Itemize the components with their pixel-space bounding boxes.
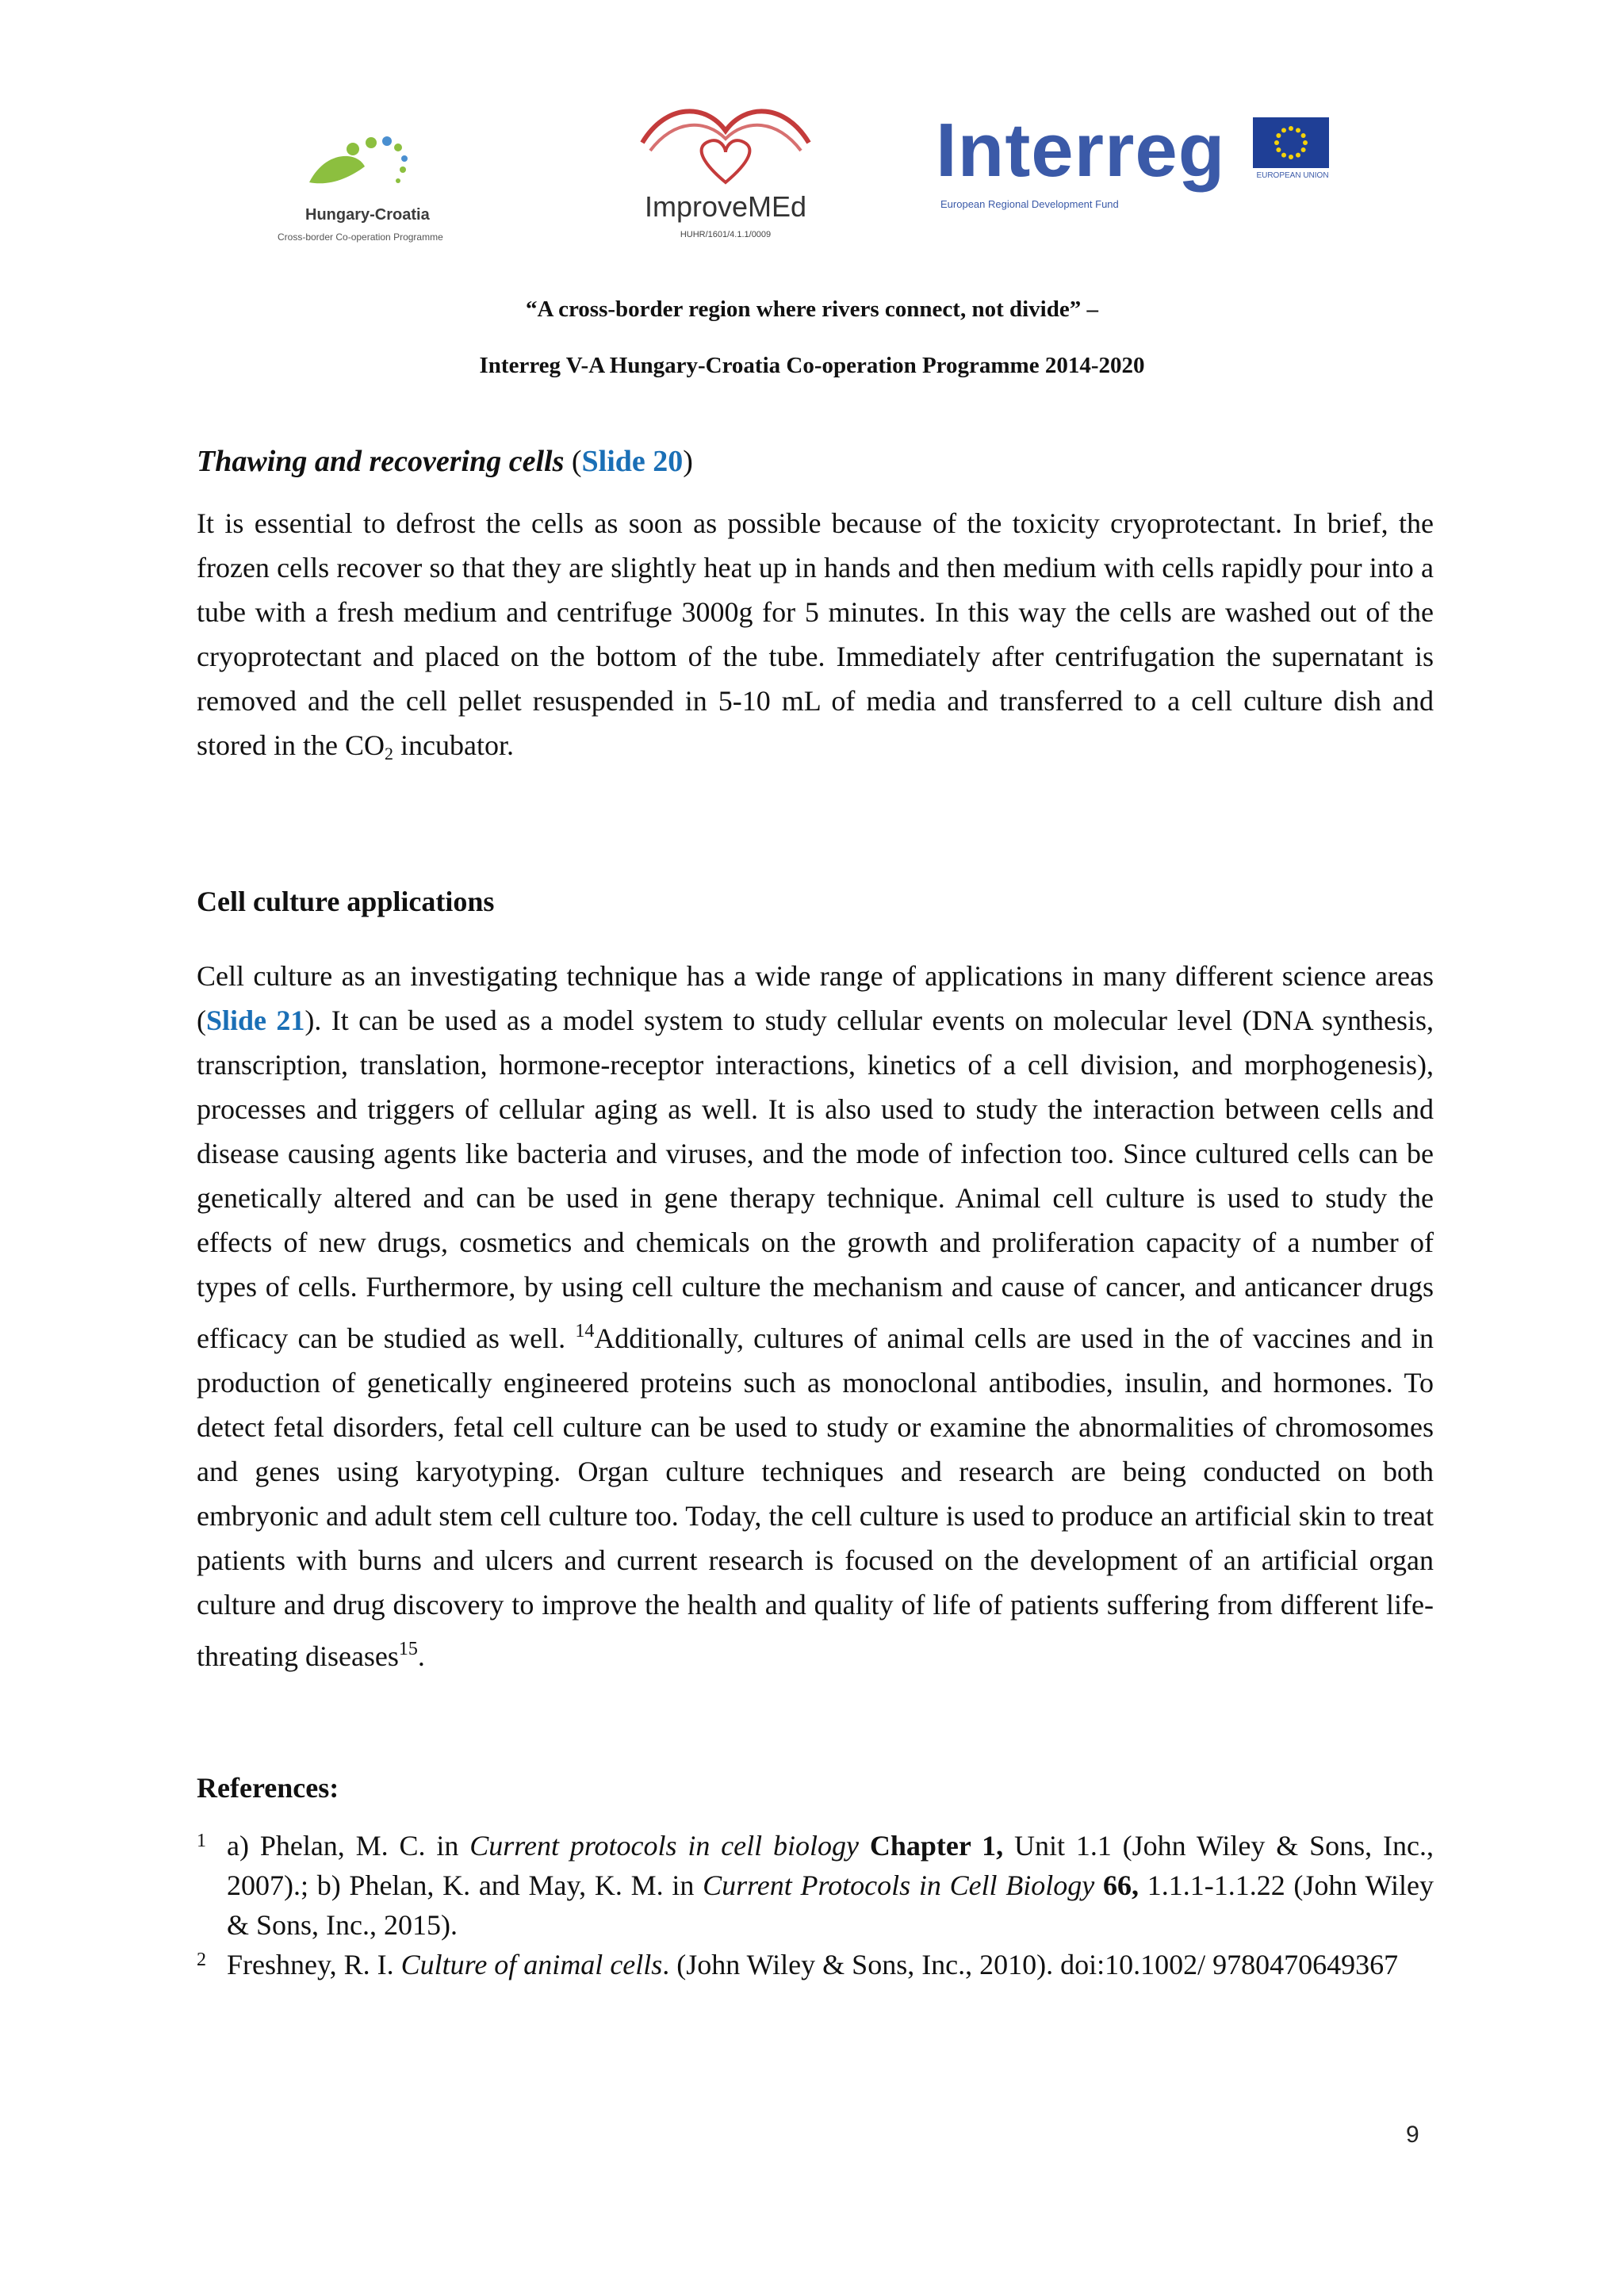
hungary-croatia-name: Hungary-Croatia: [305, 206, 430, 224]
paren-open: (: [564, 445, 582, 478]
ref-volume: 66,: [1102, 1869, 1139, 1901]
reference-number: 2: [197, 1950, 206, 1970]
ref-text: [859, 1830, 870, 1862]
improvemed-logo: [626, 95, 825, 254]
heart-hands-icon: [626, 95, 825, 190]
ref-title: Culture of animal cells: [400, 1949, 663, 1980]
applications-paragraph: [197, 954, 1434, 1678]
applications-text-3: Additionally, cultures of animal cells are used in the of vaccines and in production of genetically engineered proteins such as monoclonal antibodies, insulin, and hormones. To detect fetal disorders, fetal cell culture can be used to study or examine the abnormalities of chromosomes and genes using karyotyping. Organ culture techniques and research are being conducted on both embryonic and adult stem cell culture too. Today, the cell culture is used to produce an artificial skin to treat patients with burns and ulcers and current research is focused on the development of an artificial organ culture and drug discovery to improve the health and quality of life of patients suffering from different life-threating diseases: [197, 1322, 1434, 1672]
interreg-wordmark: Interreg: [936, 108, 1226, 193]
hungary-croatia-subtitle: Cross-border Co-operation Programme: [278, 232, 443, 243]
applications-text-1: Cell culture as an investigating technique has a wide range of applications in many different science areas (: [197, 960, 1434, 1036]
slide-21-link[interactable]: Slide 21: [206, 1004, 305, 1036]
slide-20-link[interactable]: Slide 20: [581, 445, 684, 478]
reference-item-2: [197, 1945, 1434, 1984]
applications-text-2: ). It can be used as a model system to study cellular events on molecular level (DNA synthesis, transcription, translation, hormone-receptor interactions, kinetics of a cell division, and morphogenesis), processes and triggers of cellular aging as well. It is also used to study the interaction between cells and disease causing agents like bacteria and viruses, and the mode of infection too. Since cultured cells can be genetically altered and can be used in gene therapy technique. Animal cell culture is used to study the effects of new drugs, cosmetics and chemicals on the growth and proliferation capacity of a number of types of cells. Furthermore, by using cell culture the mechanism and cause of cancer, and anticancer drugs efficacy can be studied as well.: [197, 1004, 1434, 1354]
ref-title: Current Protocols in Cell Biology: [703, 1869, 1095, 1901]
ref-text: a) Phelan, M. C. in: [227, 1830, 470, 1862]
interreg-fund-text: European Regional Development Fund: [940, 198, 1119, 210]
section-title: Thawing and recovering cells: [197, 445, 565, 478]
footnote-ref-14[interactable]: 14: [575, 1321, 595, 1341]
page-number: 9: [1406, 2122, 1419, 2148]
co2-subscript: 2: [384, 744, 393, 763]
reference-item-1: [197, 1826, 1434, 1945]
paren-close: ): [683, 445, 693, 478]
section-heading-thawing: [197, 439, 1434, 484]
motto-line-2: Interreg V-A Hungary-Croatia Co-operation Programme 2014-2020: [479, 353, 1145, 378]
hungary-croatia-logo: [270, 119, 500, 254]
ref-text: Freshney, R. I.: [227, 1949, 401, 1980]
ref-text: 1.1.1-1.1.22 (John Wiley & Sons, Inc., 2015).: [227, 1869, 1434, 1941]
eu-flag-icon: [1253, 117, 1329, 168]
section-heading-applications: Cell culture applications: [197, 886, 495, 917]
thawing-paragraph: [197, 501, 1434, 776]
references-heading: References:: [197, 1772, 339, 1804]
dots-leaf-icon: [270, 119, 500, 206]
applications-text-end: .: [417, 1640, 425, 1672]
ref-text: [1094, 1869, 1103, 1901]
improvemed-name: ImproveMEd: [644, 190, 807, 223]
ref-title: Current protocols in cell biology: [469, 1830, 860, 1862]
main-content: [197, 439, 1434, 1984]
motto-line-1: “A cross-border region where rivers connect, not divide” –: [526, 297, 1098, 322]
thawing-text-end: incubator.: [393, 729, 514, 761]
eu-label: EUROPEAN UNION: [1256, 171, 1329, 180]
thawing-text: It is essential to defrost the cells as soon as possible because of the toxicity cryoprotectant. In brief, the frozen cells recover so that they are slightly heat up in hands and then medium with cells rapidly pour into a tube with a fresh medium and centrifuge 3000g for 5 minutes. In this way the cells are washed out of the cryoprotectant and placed on the bottom of the tube. Immediately after centrifugation the supernatant is removed and the cell pellet resuspended in 5-10 mL of media and transferred to a cell culture dish and stored in the CO: [197, 507, 1434, 761]
interreg-logo: [936, 108, 1348, 222]
ref-text: . (John Wiley & Sons, Inc., 2010). doi:10.1002/ 9780470649367: [662, 1949, 1399, 1980]
improvemed-code: HUHR/1601/4.1.1/0009: [680, 230, 772, 239]
header-logos: [0, 79, 1624, 262]
ref-text: Unit 1.1 (John Wiley & Sons, Inc., 2007).; b) Phelan, K. and May, K. M. in: [227, 1830, 1434, 1901]
ref-chapter: Chapter 1,: [869, 1830, 1004, 1862]
footnote-ref-15[interactable]: 15: [398, 1639, 418, 1659]
reference-number: 1: [197, 1831, 206, 1851]
